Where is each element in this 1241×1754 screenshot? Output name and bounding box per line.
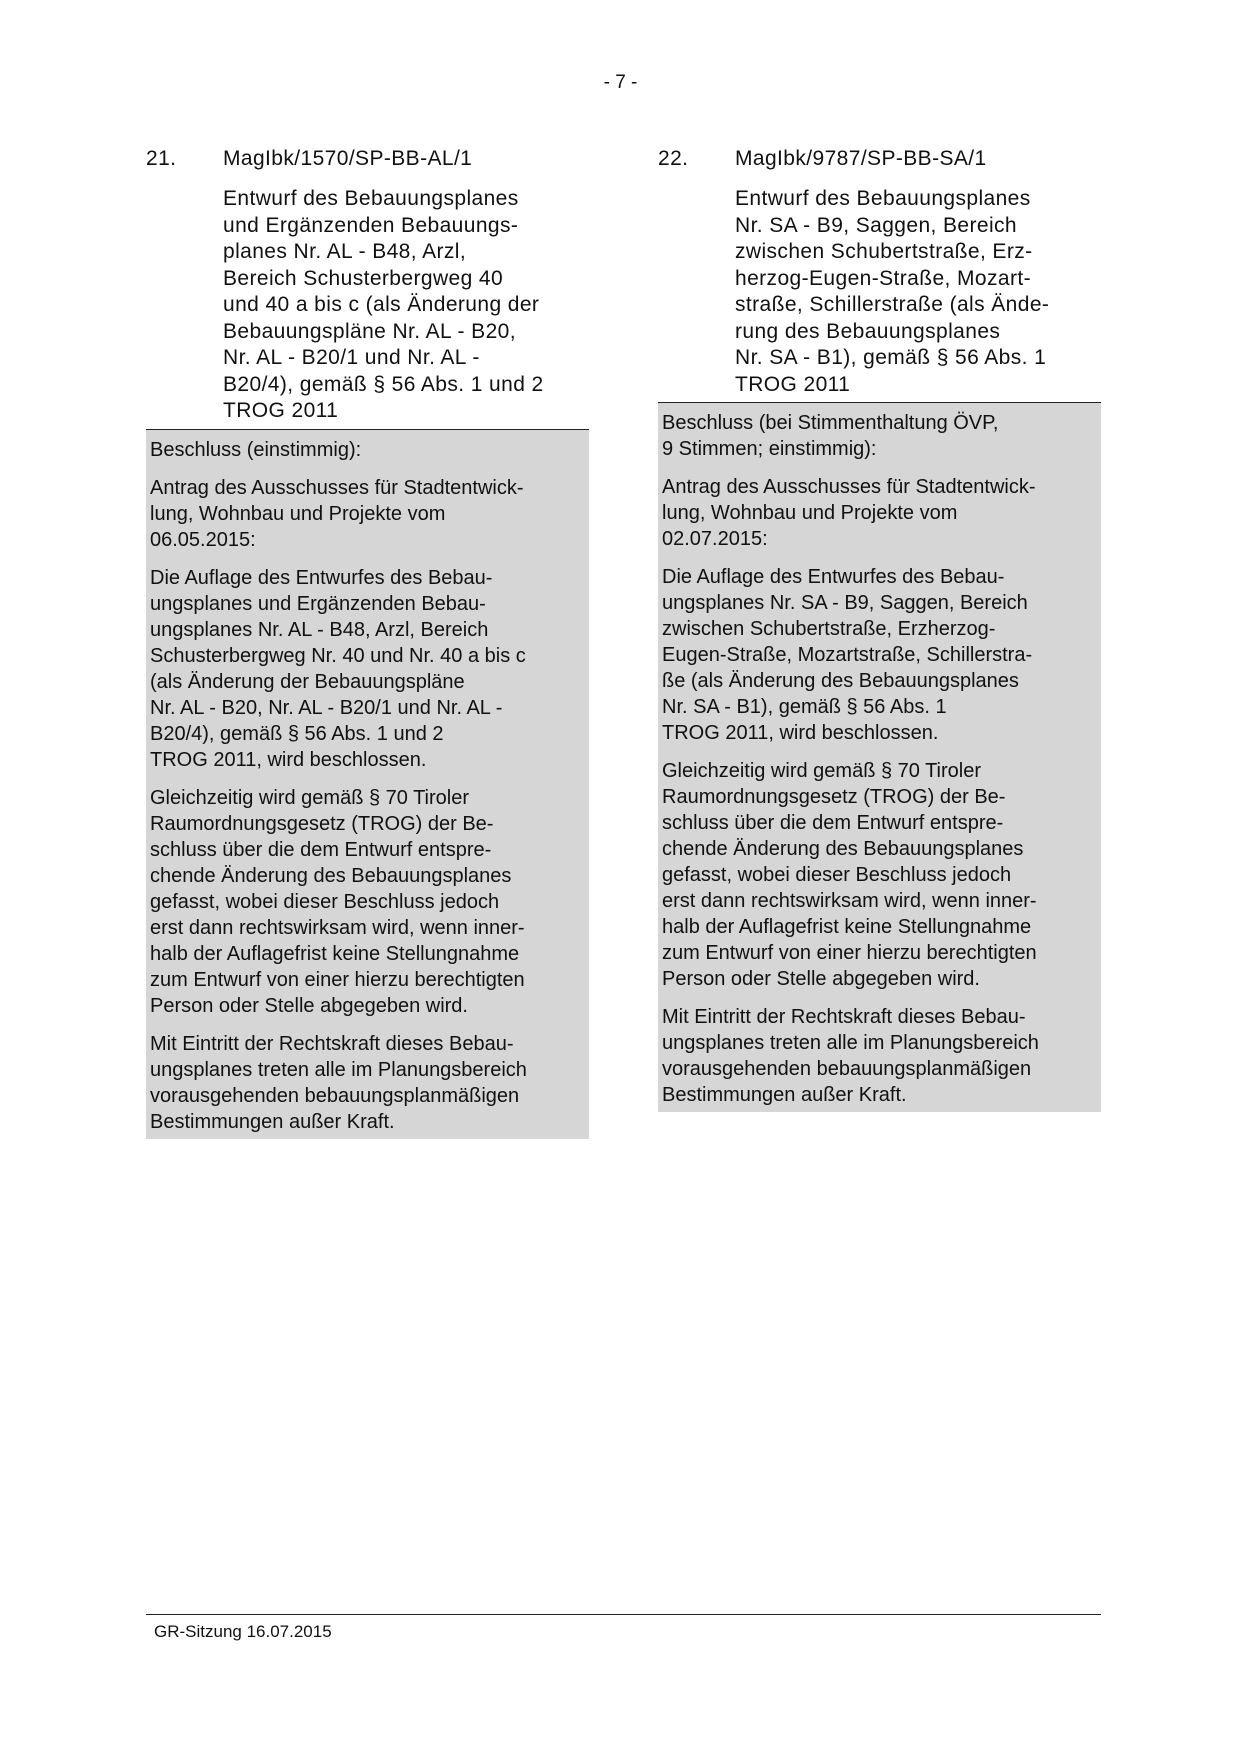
decision-text-concurrent: Gleichzeitig wird gemäß § 70 Tiroler Raumordnungsgesetz (TROG) der Be- schluss über die dem Entwurf entspre- chende Änderung des Bebauungsplanes gefasst, wobei dieser Beschluss jedoch erst dann rechtswirksam wird, wenn inner- halb der Auflagefrist keine Stellungnahme zum Entwurf von einer hierzu berechtigten Person oder Stelle abgegeben wird. xyxy=(662,760,1037,990)
decision-box xyxy=(658,403,1101,1112)
decision-status: Beschluss (bei Stimmenthaltung ÖVP, 9 Stimmen; einstimmig): xyxy=(662,412,999,460)
item-number: 21. xyxy=(146,147,177,170)
item-number: 22. xyxy=(658,147,689,170)
item-header xyxy=(146,146,589,172)
page-number: - 7 - xyxy=(603,72,638,93)
page-footer: GR-Sitzung 16.07.2015 xyxy=(146,1614,1101,1642)
decision-motion: Antrag des Ausschusses für Stadtentwick- lung, Wohnbau und Projekte vom 06.05.2015: xyxy=(150,476,524,551)
item-title: Entwurf des Bebauungsplanes Nr. SA - B9, Saggen, Bereich zwischen Schubertstraße, Erz- herzog-Eugen-Straße, Mozart- straße, Schillerstraße (als Ände- rung des Bebauungsplanes Nr. SA - B1), gemäß § 56 Abs. 1 TROG 2011 xyxy=(735,187,1050,396)
decision-motion: Antrag des Ausschusses für Stadtentwick- lung, Wohnbau und Projekte vom 02.07.2015: xyxy=(662,476,1036,550)
item-reference-code: MagIbk/1570/SP-BB-AL/1 xyxy=(223,147,473,170)
agenda-item-22 xyxy=(658,146,1101,1112)
agenda-item-21 xyxy=(146,146,589,1139)
item-header xyxy=(658,146,1101,172)
decision-text: Die Auflage des Entwurfes des Bebau- ungsplanes und Ergänzenden Bebau- ungsplanes Nr. AL - B48, Arzl, Bereich Schusterbergweg Nr. 40 und Nr. 40 a bis c (als Änderung der Bebauungspläne Nr. AL - B20, Nr. AL - B20/1 und Nr. AL - B20/4), gemäß § 56 Abs. 1 und 2 TROG 2011, wird beschlossen. xyxy=(150,566,526,771)
decision-text: Die Auflage des Entwurfes des Bebau- ungsplanes Nr. SA - B9, Saggen, Bereich zwischen Schubertstraße, Erzherzog- Eugen-Straße, Mozartstraße, Schillerstra- ße (als Änderung des Bebauungsplanes Nr. SA - B1), gemäß § 56 Abs. 1 TROG 2011, wird beschlossen. xyxy=(662,566,1033,744)
decision-text-effect: Mit Eintritt der Rechtskraft dieses Bebau- ungsplanes treten alle im Planungsbereich vorausgehenden bebauungsplanmäßigen Bestimmungen außer Kraft. xyxy=(662,1006,1039,1106)
decision-text-concurrent: Gleichzeitig wird gemäß § 70 Tiroler Raumordnungsgesetz (TROG) der Be- schluss über die dem Entwurf entspre- chende Änderung des Bebauungsplanes gefasst, wobei dieser Beschluss jedoch erst dann rechtswirksam wird, wenn inner- halb der Auflagefrist keine Stellungnahme zum Entwurf von einer hierzu berechtigten Person oder Stelle abgegeben wird. xyxy=(150,786,525,1017)
item-reference-code: MagIbk/9787/SP-BB-SA/1 xyxy=(735,147,987,170)
decision-status: Beschluss (einstimmig): xyxy=(150,438,362,461)
decision-text-effect: Mit Eintritt der Rechtskraft dieses Bebau- ungsplanes treten alle im Planungsbereich vorausgehenden bebauungsplanmäßigen Bestimmungen außer Kraft. xyxy=(150,1032,527,1133)
item-title: Entwurf des Bebauungsplanes und Ergänzenden Bebauungs- planes Nr. AL - B48, Arzl, Bereich Schusterbergweg 40 und 40 a bis c (als Änderung der Bebauungspläne Nr. AL - B20, Nr. AL - B20/1 und Nr. AL - B20/4), gemäß § 56 Abs. 1 und 2 TROG 2011 xyxy=(223,187,544,422)
decision-box xyxy=(146,430,589,1139)
